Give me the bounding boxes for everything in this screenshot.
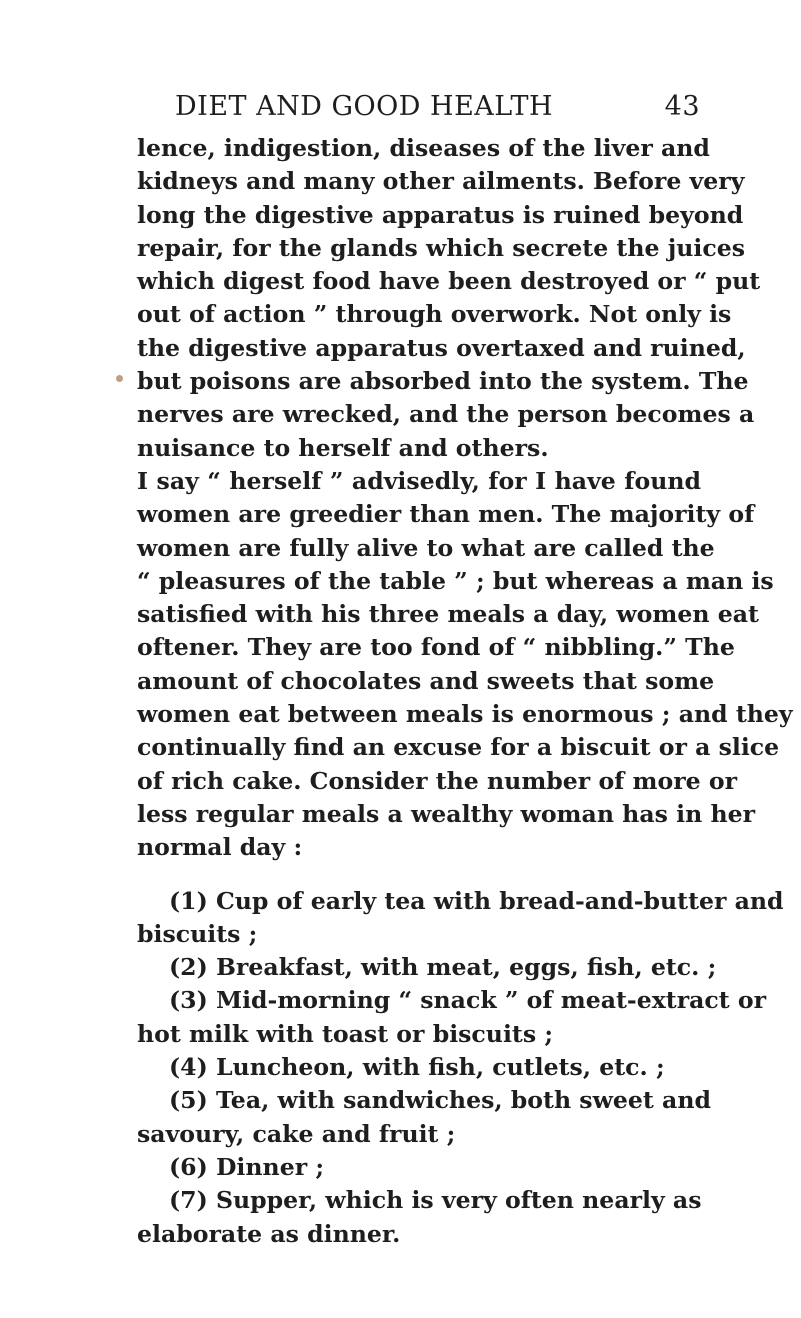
text-line: oftener. They are too fond of “ nibbling.” The	[137, 633, 735, 662]
list-item-continuation: hot milk with toast or biscuits ;	[137, 1019, 554, 1048]
text-line: less regular meals a wealthy woman has in her	[137, 799, 756, 828]
list-item: (3) Mid-morning “ snack ” of meat-extract or	[169, 986, 767, 1015]
text-line: amount of chocolates and sweets that some	[137, 666, 715, 695]
running-head	[137, 90, 700, 124]
text-line: “ pleasures of the table ” ; but whereas a man is	[137, 566, 774, 595]
text-line: women eat between meals is enormous ; and they	[137, 700, 793, 729]
text-line: nuisance to herself and others.	[137, 433, 549, 462]
text-line: normal day :	[137, 833, 303, 862]
list-item: (7) Supper, which is very often nearly as	[169, 1186, 702, 1215]
text-line: of rich cake. Consider the number of more or	[137, 766, 738, 795]
list-item: (6) Dinner ;	[169, 1152, 325, 1181]
list-spacer	[137, 865, 701, 885]
text-line: nerves are wrecked, and the person becomes a	[137, 400, 755, 429]
text-line: repair, for the glands which secrete the juices	[137, 233, 746, 262]
list-item-continuation: savoury, cake and fruit ;	[137, 1119, 456, 1148]
list-item-continuation: biscuits ;	[137, 919, 258, 948]
list-item-continuation: elaborate as dinner.	[137, 1219, 401, 1248]
text-line: continually find an excuse for a biscuit or a slice	[137, 733, 780, 762]
text-line: lence, indigestion, diseases of the liver and	[137, 134, 710, 162]
text-line: out of action ” through overwork. Not only is	[137, 300, 732, 329]
text-line: women are greedier than men. The majority of	[137, 500, 755, 529]
list-item: (1) Cup of early tea with bread-and-butter and	[169, 886, 784, 915]
text-line: but poisons are absorbed into the system. The	[137, 367, 749, 396]
text-line: satisfied with his three meals a day, women eat	[137, 600, 759, 629]
text-line: kidneys and many other ailments. Before very	[137, 167, 745, 196]
list-item: (4) Luncheon, with fish, cutlets, etc. ;	[169, 1053, 665, 1082]
list-item: (5) Tea, with sandwiches, both sweet and	[169, 1086, 711, 1115]
text-line: I say “ herself ” advisedly, for I have found	[137, 466, 701, 495]
ink-speck	[116, 375, 123, 382]
text-line: long the digestive apparatus is ruined beyond	[137, 200, 744, 229]
list-item: (2) Breakfast, with meat, eggs, fish, etc. ;	[169, 953, 717, 982]
text-line: women are fully alive to what are called the	[137, 533, 715, 562]
text-line: the digestive apparatus overtaxed and ruined,	[137, 333, 746, 362]
running-title: DIET AND GOOD HEALTH	[175, 91, 554, 122]
text-line: which digest food have been destroyed or “ put	[137, 267, 761, 296]
body-text	[137, 132, 793, 1251]
page-number: 43	[664, 91, 700, 122]
